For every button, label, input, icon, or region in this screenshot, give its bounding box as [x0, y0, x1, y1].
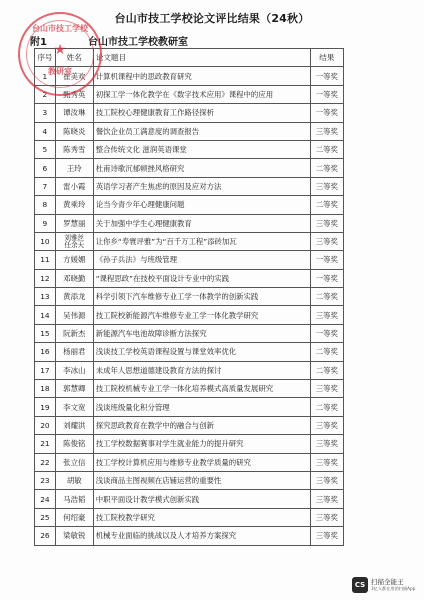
row-award-result: 三等奖 — [310, 177, 343, 195]
row-paper-title: 让你乡“寿寰评雅”为“百千万工程”添砖加瓦 — [93, 232, 310, 250]
table-row — [35, 104, 344, 122]
row-award-result: 二等奖 — [310, 343, 343, 361]
column-header-number: 序号 — [35, 49, 56, 67]
row-author-name: 李文宽 — [55, 398, 93, 416]
row-paper-title: 中职平面设计教学模式创新实践 — [93, 490, 310, 508]
table-row — [35, 251, 344, 269]
row-number: 26 — [35, 527, 56, 545]
row-number: 17 — [35, 361, 56, 379]
row-paper-title: 英语学习者产生焦虑的原因及应对方法 — [93, 177, 310, 195]
camscanner-logo-icon: CS — [352, 577, 368, 593]
row-paper-title: 论当今青少年心理健康问题 — [93, 196, 310, 214]
row-author-name: 刘耀洪 — [55, 416, 93, 434]
row-award-result: 一等奖 — [310, 251, 343, 269]
table-row — [35, 398, 344, 416]
row-award-result: 一等奖 — [310, 104, 343, 122]
row-paper-title: 技工院校心理健康教育工作路径探析 — [93, 104, 310, 122]
scanner-watermark — [352, 576, 418, 594]
row-award-result: 一等奖 — [310, 324, 343, 342]
row-paper-title: 技工院校教学研究 — [93, 508, 310, 526]
table-row — [35, 196, 344, 214]
seal-top-text: 台山市技工学校 — [32, 24, 88, 33]
row-paper-title: 机械专业面临的挑战以及人才培养方案探究 — [93, 527, 310, 545]
row-number: 9 — [35, 214, 56, 232]
table-row — [35, 508, 344, 526]
row-paper-title: 技工院校新能源汽车维修专业工学一体化教学研究 — [93, 306, 310, 324]
row-paper-title: “课程思政”在技校平面设计专业中的实践 — [93, 269, 310, 287]
row-number: 16 — [35, 343, 56, 361]
row-number: 6 — [35, 159, 56, 177]
row-author-name: 甄秀英 — [55, 85, 93, 103]
row-paper-title: 初探工学一体化教学在《数字技术应用》课程中的应用 — [93, 85, 310, 103]
row-number: 8 — [35, 196, 56, 214]
row-author-name: 马浩韬 — [55, 490, 93, 508]
row-number: 15 — [35, 324, 56, 342]
row-author-name: 何绍豪 — [55, 508, 93, 526]
row-paper-title: 计算机课程中的思政教育研究 — [93, 67, 310, 85]
table-header-row — [35, 49, 344, 67]
seal-bottom-text: 教研室 — [48, 67, 72, 76]
row-paper-title: 《孙子兵法》与班级管理 — [93, 251, 310, 269]
column-header-result: 结果 — [310, 49, 343, 67]
row-award-result: 一等奖 — [310, 67, 343, 85]
row-number: 22 — [35, 453, 56, 471]
row-author-name: 梁敏锐 — [55, 527, 93, 545]
row-number: 2 — [35, 85, 56, 103]
row-author-name: 崔美欢 — [55, 67, 93, 85]
row-number: 1 — [35, 67, 56, 85]
row-award-result: 三等奖 — [310, 471, 343, 489]
row-author-name: 张立信 — [55, 453, 93, 471]
row-award-result: 二等奖 — [310, 196, 343, 214]
table-row — [35, 122, 344, 140]
row-award-result: 三等奖 — [310, 214, 343, 232]
column-header-title: 论文题目 — [93, 49, 310, 67]
row-author-name: 黄乘玲 — [55, 196, 93, 214]
annex-label: 附1 — [30, 37, 47, 48]
row-number: 3 — [35, 104, 56, 122]
row-number: 4 — [35, 122, 56, 140]
scanner-slogan: 3亿人都在用的扫描App — [371, 586, 416, 591]
organization-name: 台山市技工学校教研室 — [88, 37, 188, 48]
row-author-name: 陈晓炎 — [55, 122, 93, 140]
row-number: 23 — [35, 471, 56, 489]
row-award-result: 三等奖 — [310, 380, 343, 398]
row-paper-title: 技工学校计算机应用与维修专业教学质量的研究 — [93, 453, 310, 471]
row-award-result: 二等奖 — [310, 398, 343, 416]
row-author-name: 雷小霞 — [55, 177, 93, 195]
row-award-result: 二等奖 — [310, 159, 343, 177]
seal-star-icon: ★ — [53, 42, 67, 58]
row-paper-title: 探究思政教育在教学中的融合与创新 — [93, 416, 310, 434]
row-author-name: 吴伟源 — [55, 306, 93, 324]
row-author-name: 胡敏 — [55, 471, 93, 489]
row-award-result: 三等奖 — [310, 508, 343, 526]
row-number: 25 — [35, 508, 56, 526]
table-row — [35, 527, 344, 545]
row-award-result: 三等奖 — [310, 232, 343, 250]
table-row — [35, 269, 344, 287]
table-row — [35, 380, 344, 398]
table-row — [35, 490, 344, 508]
row-award-result: 三等奖 — [310, 435, 343, 453]
row-author-name: 阮新杰 — [55, 324, 93, 342]
row-award-result: 三等奖 — [310, 306, 343, 324]
row-number: 13 — [35, 288, 56, 306]
table-row — [35, 67, 344, 85]
row-number: 12 — [35, 269, 56, 287]
document-title: 台山市技工学校论文评比结果（24秋） — [114, 12, 310, 25]
row-award-result: 二等奖 — [310, 288, 343, 306]
row-author-name: 陈俊铭 — [55, 435, 93, 453]
row-number: 10 — [35, 232, 56, 250]
row-award-result: 三等奖 — [310, 416, 343, 434]
row-author-name: 刘雅丝 任余天 — [55, 232, 93, 250]
row-number: 21 — [35, 435, 56, 453]
row-author-name: 杨丽君 — [55, 343, 93, 361]
row-paper-title: 浅谈商品主图视频在店铺运营的重要性 — [93, 471, 310, 489]
scanner-app-name: 扫描全能王 — [371, 578, 404, 586]
results-table — [34, 48, 344, 546]
row-paper-title: 浅谈班级量化积分管理 — [93, 398, 310, 416]
row-number: 5 — [35, 140, 56, 158]
row-author-name: 谭汝琳 — [55, 104, 93, 122]
row-award-result: 三等奖 — [310, 453, 343, 471]
row-paper-title: 技工学校数据赛事对学生就业能力的提升研究 — [93, 435, 310, 453]
row-number: 18 — [35, 380, 56, 398]
row-award-result: 二等奖 — [310, 140, 343, 158]
results-table-body — [35, 67, 344, 545]
table-row — [35, 85, 344, 103]
table-row — [35, 453, 344, 471]
row-paper-title: 未成年人思想道德建设教育方法的探讨 — [93, 361, 310, 379]
table-row — [35, 159, 344, 177]
row-award-result: 二等奖 — [310, 361, 343, 379]
row-author-name: 方媛媚 — [55, 251, 93, 269]
table-row — [35, 214, 344, 232]
row-paper-title: 新能源汽车电池故障诊断方法探究 — [93, 324, 310, 342]
scanner-watermark-texts — [371, 578, 415, 592]
table-row — [35, 361, 344, 379]
row-paper-title: 餐饮企业员工满意度的调查报告 — [93, 122, 310, 140]
column-header-name: 姓名 — [55, 49, 93, 67]
row-number: 14 — [35, 306, 56, 324]
row-author-name: 王玲 — [55, 159, 93, 177]
row-author-name: 陈秀雪 — [55, 140, 93, 158]
row-author-name: 罗慧丽 — [55, 214, 93, 232]
row-author-name: 邓晓勤 — [55, 269, 93, 287]
row-author-name: 李冰山 — [55, 361, 93, 379]
row-paper-title: 浅谈技工学校英语课程设置与课堂效率优化 — [93, 343, 310, 361]
row-number: 24 — [35, 490, 56, 508]
table-row — [35, 140, 344, 158]
row-award-result: 三等奖 — [310, 490, 343, 508]
table-row — [35, 177, 344, 195]
table-row — [35, 435, 344, 453]
table-row — [35, 288, 344, 306]
table-row — [35, 343, 344, 361]
row-author-name: 黄添龙 — [55, 288, 93, 306]
row-paper-title: 科学引领下汽车维修专业工学一体教学的创新实践 — [93, 288, 310, 306]
row-number: 19 — [35, 398, 56, 416]
row-paper-title: 杜甫诗歌沉郁顿挫风格研究 — [93, 159, 310, 177]
row-paper-title: 技工院校机械专业工学一体化培养模式高质量发展研究 — [93, 380, 310, 398]
row-award-result: 一等奖 — [310, 269, 343, 287]
row-author-name: 郭慧卿 — [55, 380, 93, 398]
row-award-result: 一等奖 — [310, 85, 343, 103]
table-row — [35, 232, 344, 250]
table-row — [35, 324, 344, 342]
table-row — [35, 416, 344, 434]
row-award-result: 三等奖 — [310, 527, 343, 545]
row-number: 7 — [35, 177, 56, 195]
table-row — [35, 471, 344, 489]
row-award-result: 三等奖 — [310, 122, 343, 140]
row-paper-title: 关于加强中学生心理健康教育 — [93, 214, 310, 232]
table-row — [35, 306, 344, 324]
row-number: 20 — [35, 416, 56, 434]
row-number: 11 — [35, 251, 56, 269]
row-paper-title: 整合传统文化 滋润英语课堂 — [93, 140, 310, 158]
